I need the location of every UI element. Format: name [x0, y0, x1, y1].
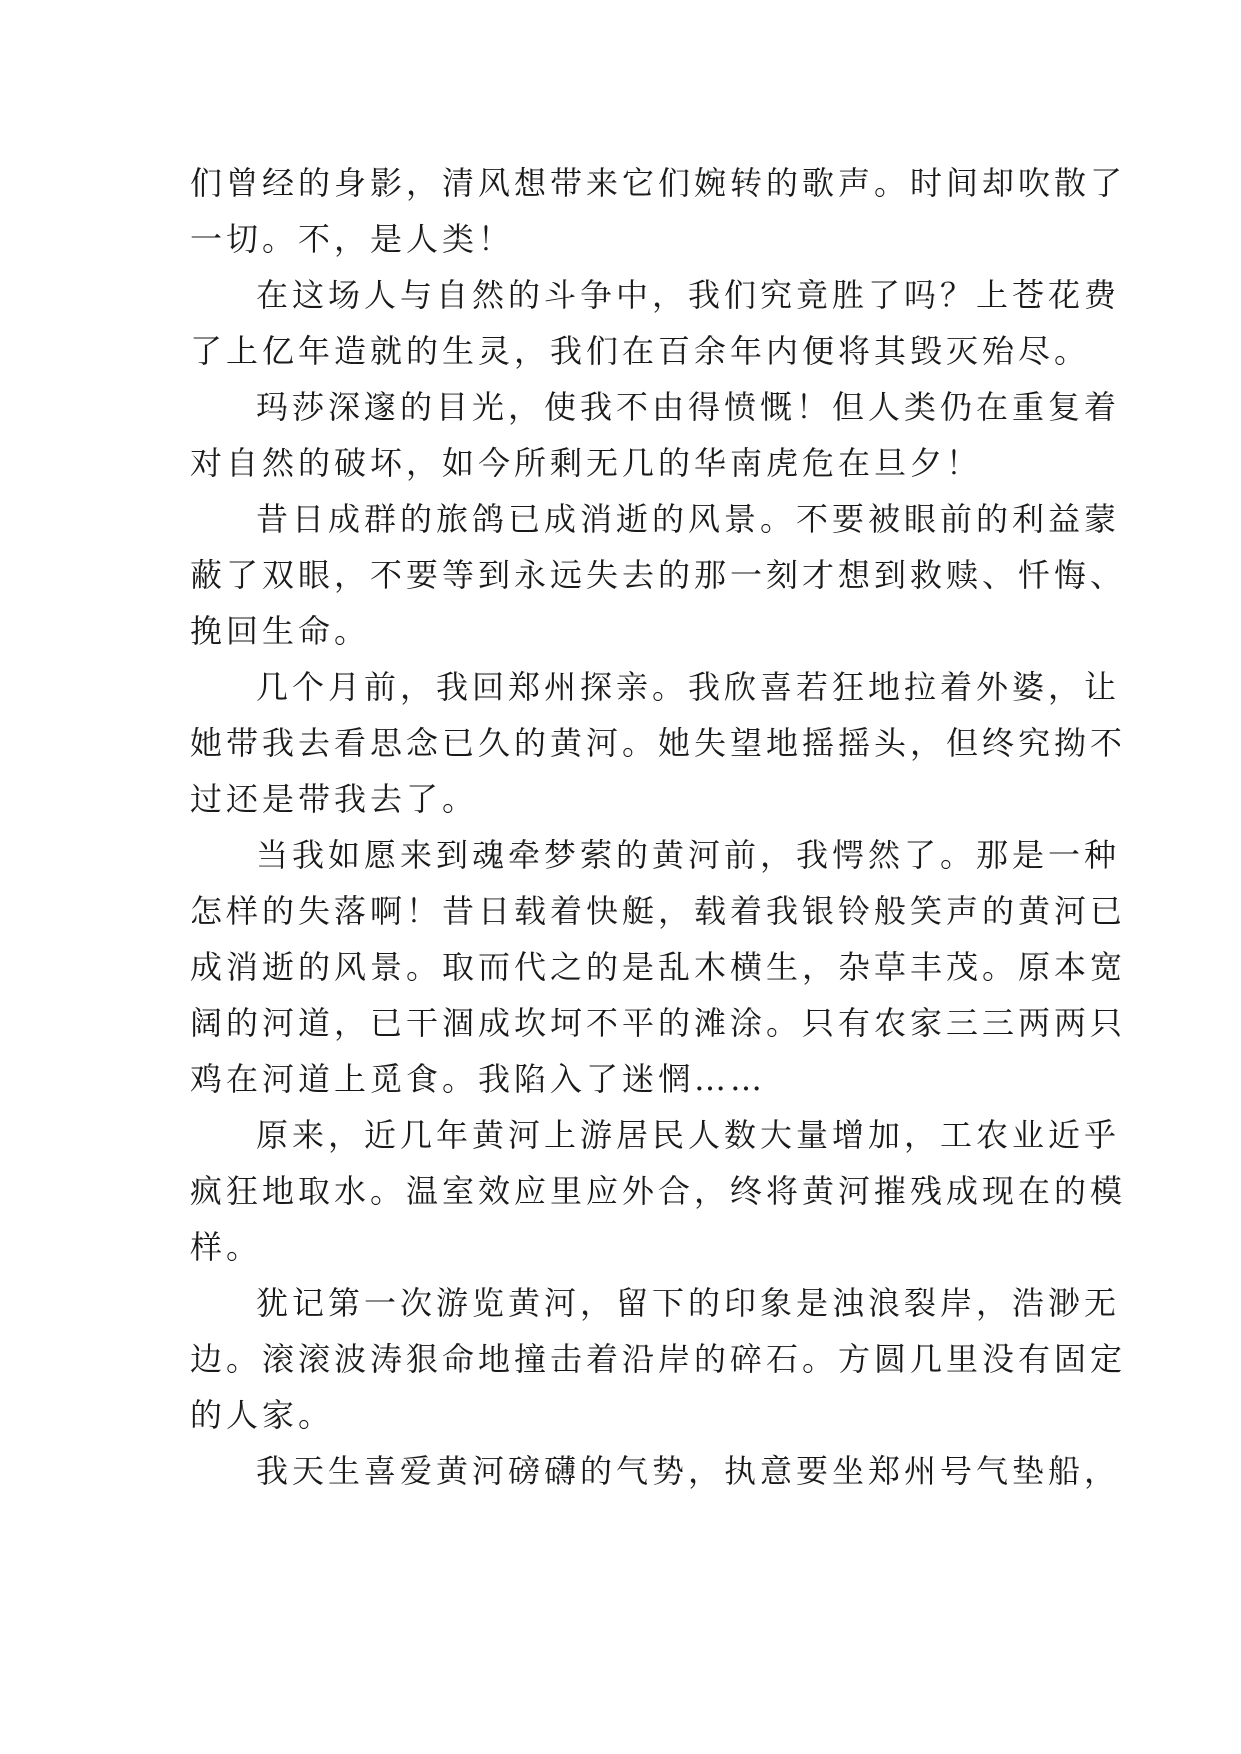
text-line: 蔽了双眼，不要等到永远失去的那一刻才想到救赎、忏悔、	[190, 556, 1127, 594]
text-line: 在这场人与自然的斗争中，我们究竟胜了吗？上苍花费	[256, 276, 1121, 314]
paragraph	[190, 827, 1127, 1107]
text-line: 对自然的破坏，如今所剩无几的华南虎危在旦夕！	[190, 444, 983, 482]
paragraph	[190, 659, 1127, 827]
text-line: 样。	[190, 1228, 263, 1266]
paragraph	[190, 1107, 1127, 1275]
text-line: 过还是带我去了。	[190, 780, 479, 818]
text-line: 当我如愿来到魂牵梦萦的黄河前，我愕然了。那是一种	[256, 836, 1121, 874]
text-line: 挽回生命。	[190, 612, 371, 650]
text-line: 昔日成群的旅鸽已成消逝的风景。不要被眼前的利益蒙	[256, 500, 1121, 538]
text-line: 们曾经的身影，清风想带来它们婉转的歌声。时间却吹散了	[190, 164, 1127, 202]
text-line: 疯狂地取水。温室效应里应外合，终将黄河摧残成现在的模	[190, 1172, 1127, 1210]
paragraph	[190, 155, 1127, 267]
text-line: 鸡在河道上觅食。我陷入了迷惘……	[190, 1060, 767, 1098]
text-line: 边。滚滚波涛狠命地撞击着沿岸的碎石。方圆几里没有固定	[190, 1340, 1127, 1378]
text-line: 怎样的失落啊！昔日载着快艇，载着我银铃般笑声的黄河已	[190, 892, 1127, 930]
text-line: 了上亿年造就的生灵，我们在百余年内便将其毁灭殆尽。	[190, 332, 1091, 370]
text-line: 她带我去看思念已久的黄河。她失望地摇摇头，但终究拗不	[190, 724, 1127, 762]
document-body	[190, 155, 1127, 1499]
text-line: 几个月前，我回郑州探亲。我欣喜若狂地拉着外婆，让	[256, 668, 1121, 706]
text-line: 我天生喜爱黄河磅礴的气势，执意要坐郑州号气垫船，	[256, 1452, 1121, 1490]
paragraph	[190, 379, 1121, 491]
text-line: 一切。不，是人类！	[190, 220, 515, 258]
text-line: 的人家。	[190, 1396, 335, 1434]
paragraph	[190, 491, 1127, 659]
text-line: 玛莎深邃的目光，使我不由得愤慨！但人类仍在重复着	[256, 388, 1121, 426]
text-line: 阔的河道，已干涸成坎坷不平的滩涂。只有农家三三两两只	[190, 1004, 1127, 1042]
paragraph	[190, 267, 1121, 379]
text-line: 犹记第一次游览黄河，留下的印象是浊浪裂岸，浩渺无	[256, 1284, 1121, 1322]
paragraph	[190, 1443, 1121, 1499]
paragraph	[190, 1275, 1127, 1443]
text-line: 成消逝的风景。取而代之的是乱木横生，杂草丰茂。原本宽	[190, 948, 1127, 986]
text-line: 原来，近几年黄河上游居民人数大量增加，工农业近乎	[256, 1116, 1121, 1154]
